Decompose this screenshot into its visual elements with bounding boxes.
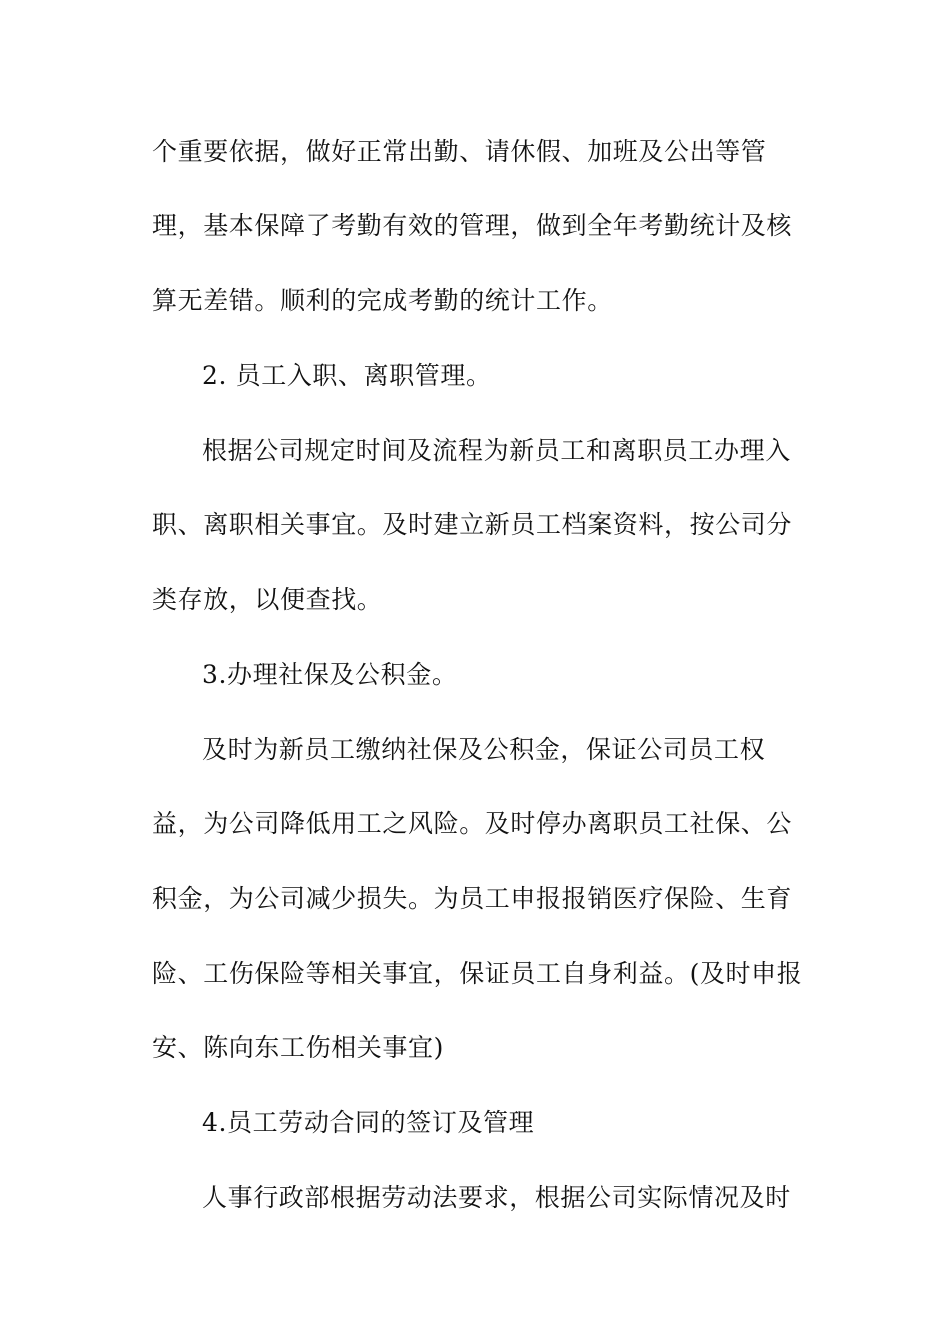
paragraph-line: 个重要依据，做好正常出勤、请休假、加班及公出等管	[152, 137, 767, 166]
paragraph-line: 及时为新员工缴纳社保及公积金，保证公司员工权	[202, 735, 766, 764]
section-heading: 3.办理社保及公积金。	[202, 660, 458, 689]
paragraph-line: 益，为公司降低用工之风险。及时停办离职员工社保、公	[152, 809, 793, 838]
paragraph-line: 理，基本保障了考勤有效的管理，做到全年考勤统计及核	[152, 211, 793, 240]
paragraph-line: 职、离职相关事宜。及时建立新员工档案资料，按公司分	[152, 510, 793, 539]
paragraph-line: 安、陈向东工伤相关事宜)	[152, 1033, 444, 1062]
paragraph-line: 类存放，以便查找。	[152, 585, 383, 614]
section-heading: 2. 员工入职、离职管理。	[202, 361, 492, 390]
paragraph-line: 积金，为公司减少损失。为员工申报报销医疗保险、生育	[152, 884, 793, 913]
paragraph-line: 人事行政部根据劳动法要求，根据公司实际情况及时	[202, 1183, 791, 1212]
paragraph-line: 险、工伤保险等相关事宜，保证员工自身利益。(及时申报	[152, 959, 803, 988]
section-heading: 4.员工劳动合同的签订及管理	[202, 1108, 535, 1137]
paragraph-line: 算无差错。顺利的完成考勤的统计工作。	[152, 286, 613, 315]
paragraph-line: 根据公司规定时间及流程为新员工和离职员工办理入	[202, 436, 791, 465]
